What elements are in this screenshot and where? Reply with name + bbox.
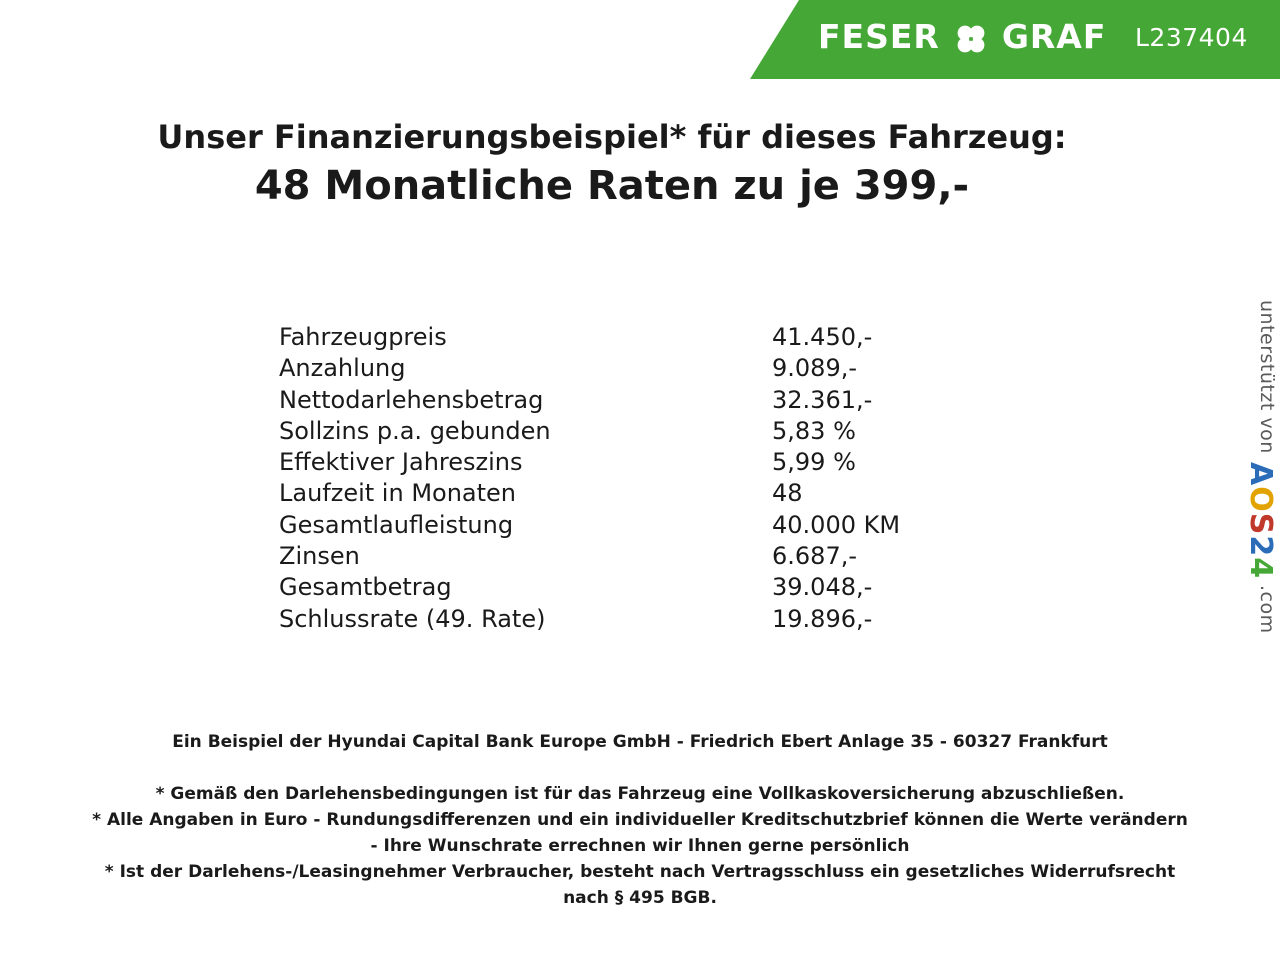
footnote-line: * Ist der Darlehens-/Leasingnehmer Verbraucher, besteht nach Vertragsschluss ein gesetzliches Widerrufsrecht — [104, 862, 1176, 882]
aos-letter-a: A — [1243, 461, 1278, 486]
brand-name-first: FESER — [818, 17, 940, 56]
footnote-line: - Ihre Wunschrate errechnen wir Ihnen gerne persönlich — [370, 836, 910, 856]
financing-table — [279, 322, 1102, 635]
table-row — [279, 478, 1102, 509]
aos24-logo — [1243, 462, 1278, 579]
row-value: 40.000 KM — [772, 510, 901, 539]
row-value: 39.048,- — [772, 573, 873, 602]
aos-letter-o: O — [1243, 485, 1278, 513]
row-value: 6.687,- — [772, 542, 857, 571]
row-value: 48 — [772, 479, 803, 508]
row-label: Zinsen — [279, 542, 360, 571]
row-label: Schlussrate (49. Rate) — [279, 604, 546, 633]
aos-letter-two: 2 — [1243, 535, 1278, 557]
row-label: Nettodarlehensbetrag — [279, 385, 544, 414]
row-label: Effektiver Jahreszins — [279, 448, 523, 477]
footnote-line: * Alle Angaben in Euro - Rundungsdifferenzen und ein individueller Kreditschutzbrief können die Werte verändern — [92, 810, 1188, 830]
footnote-line: * Gemäß den Darlehensbedingungen ist für das Fahrzeug eine Vollkaskoversicherung abzuschließen. — [155, 784, 1125, 804]
row-label: Sollzins p.a. gebunden — [279, 416, 551, 445]
vehicle-code: L237404 — [1135, 23, 1248, 52]
aos24-supported-by — [1234, 300, 1278, 660]
table-row — [279, 447, 1102, 478]
table-row — [279, 353, 1102, 384]
footnote-line: nach § 495 BGB. — [563, 888, 717, 908]
table-row — [279, 416, 1102, 447]
row-label: Anzahlung — [279, 354, 406, 383]
aos24-domain-suffix: .com — [1256, 584, 1278, 634]
footer — [0, 730, 1280, 911]
page-header — [0, 0, 1280, 79]
table-row — [279, 385, 1102, 416]
bank-disclaimer: Ein Beispiel der Hyundai Capital Bank Europe GmbH - Friedrich Ebert Anlage 35 - 60327 Frankfurt — [172, 732, 1108, 752]
page-title — [0, 116, 1224, 212]
row-value: 5,83 % — [772, 416, 856, 445]
table-row — [279, 322, 1102, 353]
row-value: 19.896,- — [772, 604, 873, 633]
row-label: Fahrzeugpreis — [279, 323, 447, 351]
page-title-line2: 48 Monatliche Raten zu je 399,- — [254, 163, 970, 209]
financing-table-body — [279, 322, 1102, 635]
footnotes — [0, 781, 1280, 911]
feser-graf-logo — [818, 17, 1106, 56]
brand-name-second: GRAF — [1001, 17, 1107, 56]
page-title-line1: Unser Finanzierungsbeispiel* für dieses Fahrzeug: — [157, 118, 1067, 156]
table-row — [279, 541, 1102, 572]
row-value: 5,99 % — [772, 448, 856, 477]
supported-by-label: unterstützt von — [1256, 300, 1278, 454]
table-row — [279, 604, 1102, 635]
table-row — [279, 510, 1102, 541]
aos-letter-s: S — [1243, 512, 1278, 536]
row-value: 9.089,- — [772, 354, 857, 383]
table-row — [279, 572, 1102, 603]
row-value: 32.361,- — [772, 385, 873, 414]
aos-letter-four: 4 — [1243, 556, 1278, 579]
row-label: Gesamtbetrag — [279, 573, 452, 602]
row-value: 41.450,- — [772, 323, 873, 351]
row-label: Laufzeit in Monaten — [279, 479, 517, 508]
row-label: Gesamtlaufleistung — [279, 510, 514, 539]
clover-icon — [954, 22, 988, 56]
